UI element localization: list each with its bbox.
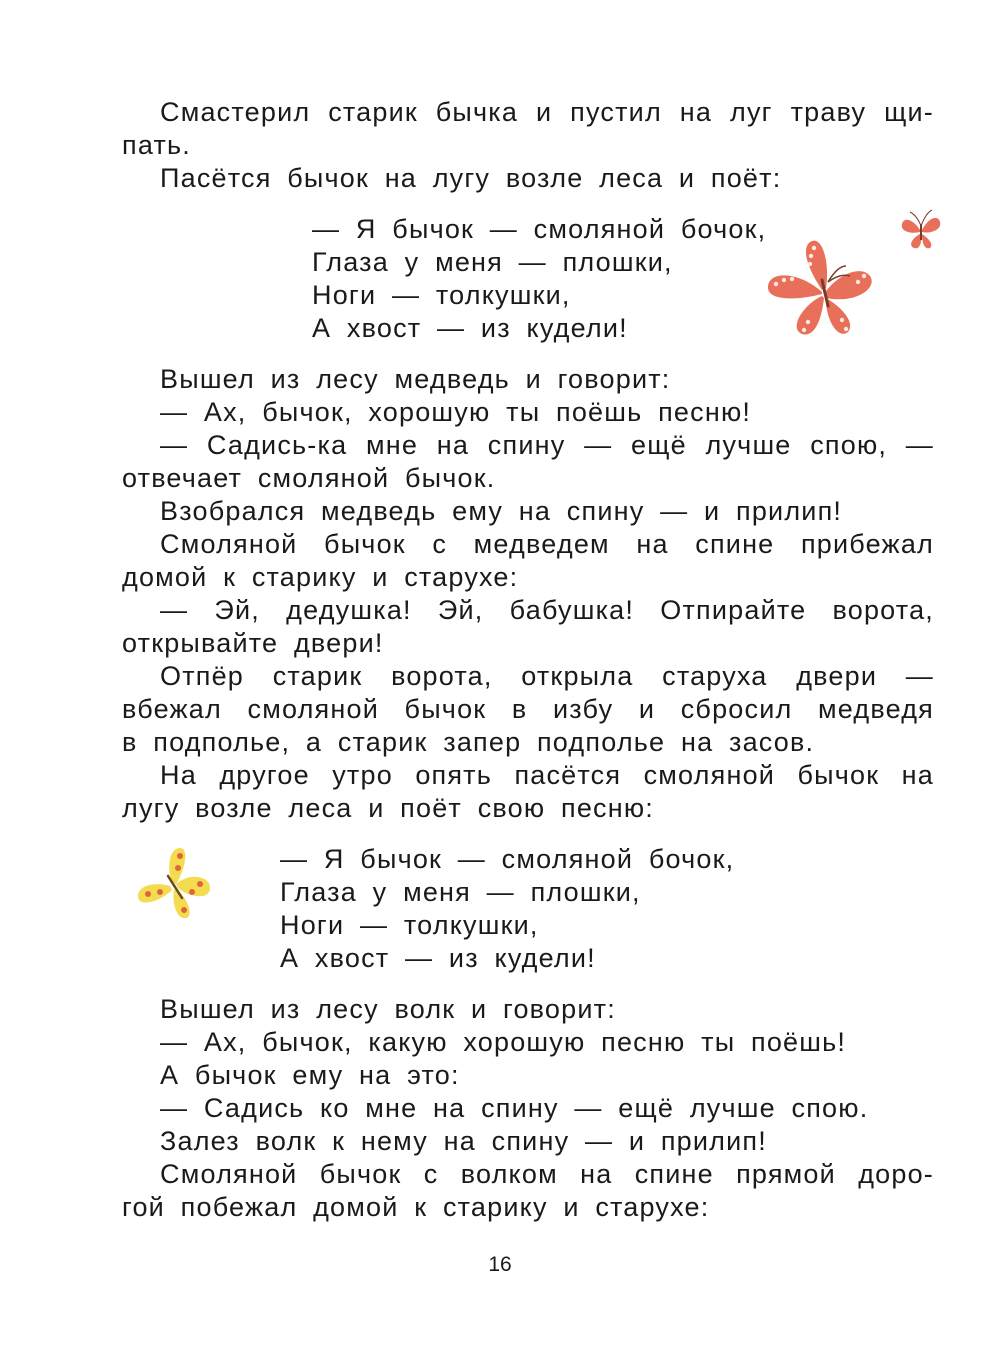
text-line: На другое утро опять пасётся смоляной бычок на (160, 760, 934, 790)
text-line: Взобрался медведь ему на спину — и прилип! (160, 496, 843, 526)
text-line: Вышел из лесу волк и говорит: (160, 994, 616, 1024)
text-line: гой побежал домой к старику и старухе: (122, 1192, 710, 1222)
text-line: вбежал смоляной бычок в избу и сбросил медведя (122, 694, 934, 724)
text-line: — Садись ко мне на спину — ещё лучше спою. (160, 1093, 869, 1123)
text-line: Смастерил старик бычка и пустил на луг траву щи- (160, 97, 934, 127)
verse-line: А хвост — из кудели! (280, 943, 596, 973)
text-line: Вышел из лесу медведь и говорит: (160, 364, 671, 394)
text-line: пать. (122, 130, 191, 160)
text-line: Залез волк к нему на спину — и прилип! (160, 1126, 767, 1156)
text-line: — Садись-ка мне на спину — ещё лучше спою, — (160, 430, 934, 460)
verse-line: Глаза у меня — плошки, (312, 247, 673, 277)
text-line: отвечает смоляной бычок. (122, 463, 496, 493)
verse-line: Ноги — толкушки, (280, 910, 539, 940)
text-line: домой к старику и старухе: (122, 562, 519, 592)
text-line: в подполье, а старик запер подполье на засов. (122, 727, 815, 757)
red-butterfly-icon (760, 232, 890, 342)
text-line: А бычок ему на это: (160, 1060, 460, 1090)
text-line: открывайте двери! (122, 628, 384, 658)
text-line: — Ах, бычок, хорошую ты поёшь песню! (160, 397, 752, 427)
verse-line: — Я бычок — смоляной бочок, (312, 214, 767, 244)
page-number: 16 (488, 1253, 512, 1276)
yellow-butterfly-icon (132, 842, 216, 926)
verse-line: Глаза у меня — плошки, (280, 877, 641, 907)
text-line: — Эй, дедушка! Эй, бабушка! Отпирайте ворота, (160, 595, 934, 625)
small-red-butterfly-icon (896, 206, 946, 252)
verse-line: А хвост — из кудели! (312, 313, 628, 343)
text-line: Пасётся бычок на лугу возле леса и поёт: (160, 163, 782, 193)
verse-line: — Я бычок — смоляной бочок, (280, 844, 735, 874)
text-line: лугу возле леса и поёт свою песню: (122, 793, 655, 823)
text-line: Отпёр старик ворота, открыла старуха двери — (160, 661, 934, 691)
text-line: — Ах, бычок, какую хорошую песню ты поёшь! (160, 1027, 847, 1057)
text-line: Смоляной бычок с медведем на спине прибежал (160, 529, 934, 559)
verse-line: Ноги — толкушки, (312, 280, 571, 310)
text-line: Смоляной бычок с волком на спине прямой доро- (160, 1159, 934, 1189)
